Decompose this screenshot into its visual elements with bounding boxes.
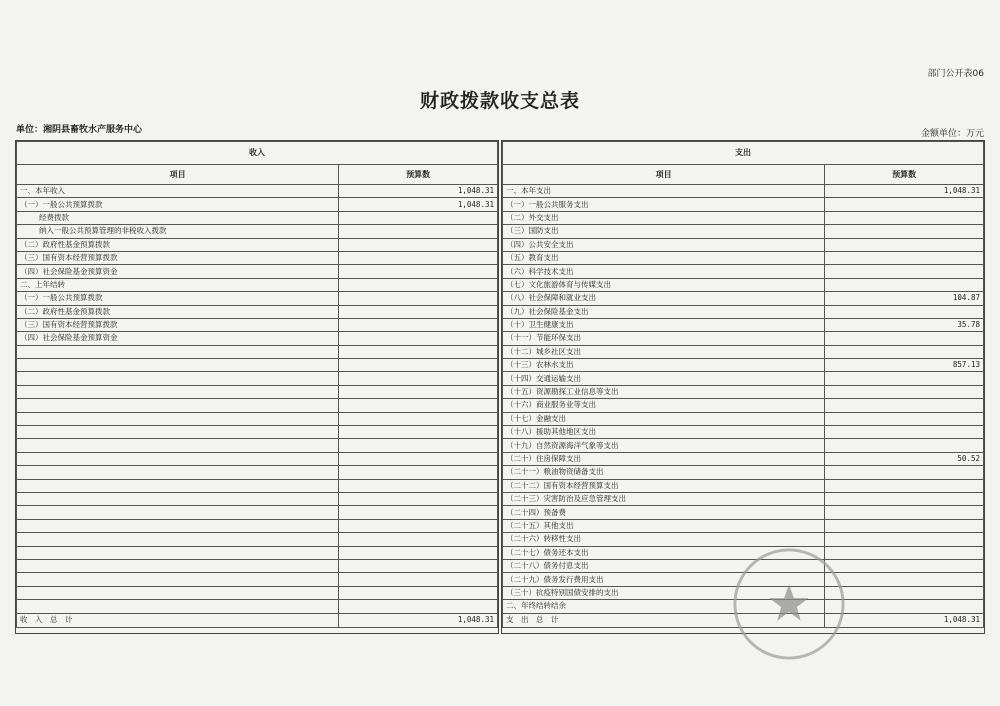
row-budget <box>825 600 984 613</box>
row-budget <box>825 546 984 559</box>
table-row <box>503 292 984 305</box>
table-row <box>17 506 498 519</box>
row-item <box>17 573 339 586</box>
table-row <box>503 519 984 532</box>
table-row <box>17 292 498 305</box>
table-row <box>17 492 498 505</box>
row-item <box>17 412 339 425</box>
row-budget <box>825 345 984 358</box>
row-budget <box>339 399 498 412</box>
table-row <box>17 452 498 465</box>
row-item: （二十三）灾害防治及应急管理支出 <box>503 492 825 505</box>
total-value: 1,048.31 <box>339 613 498 627</box>
row-item: （二十八）债务付息支出 <box>503 559 825 572</box>
row-budget <box>825 533 984 546</box>
table-row <box>503 251 984 264</box>
row-item: （四）社会保险基金预算资金 <box>17 265 339 278</box>
table-row <box>503 546 984 559</box>
row-budget <box>339 359 498 372</box>
row-budget <box>825 238 984 251</box>
row-budget <box>825 559 984 572</box>
table-row <box>503 345 984 358</box>
table-row <box>17 559 498 572</box>
row-item: （十五）资源勘探工业信息等支出 <box>503 385 825 398</box>
row-item <box>17 345 339 358</box>
income-col-item: 项目 <box>17 165 339 185</box>
form-number: 部门公开表06 <box>927 69 984 79</box>
row-budget <box>825 211 984 224</box>
row-item: （一）一般公共服务支出 <box>503 198 825 211</box>
row-budget <box>339 385 498 398</box>
table-row <box>17 238 498 251</box>
row-budget <box>825 426 984 439</box>
row-item: （三十）抗疫特别国债安排的支出 <box>503 586 825 599</box>
row-budget <box>339 559 498 572</box>
row-item: （二十六）转移性支出 <box>503 533 825 546</box>
table-row <box>503 305 984 318</box>
row-item: 二、年终结转结余 <box>503 600 825 613</box>
table-row <box>503 559 984 572</box>
row-budget <box>339 211 498 224</box>
table-row <box>17 185 498 198</box>
table-row <box>17 426 498 439</box>
row-item: 一、本年支出 <box>503 185 825 198</box>
row-budget <box>825 265 984 278</box>
table-row <box>17 466 498 479</box>
row-budget <box>339 251 498 264</box>
row-item <box>17 466 339 479</box>
row-budget: 857.13 <box>825 359 984 372</box>
row-budget <box>339 278 498 291</box>
row-item: （十六）商业服务业等支出 <box>503 399 825 412</box>
table-row <box>503 426 984 439</box>
table-row <box>17 399 498 412</box>
row-budget <box>825 479 984 492</box>
row-budget <box>339 506 498 519</box>
row-budget <box>339 332 498 345</box>
total-label: 支 出 总 计 <box>503 613 825 627</box>
table-row <box>503 211 984 224</box>
table-row <box>503 399 984 412</box>
row-budget <box>825 198 984 211</box>
table-row <box>503 318 984 331</box>
row-budget <box>339 519 498 532</box>
row-item: （三）国防支出 <box>503 225 825 238</box>
row-item: （二十二）国有资本经营预算支出 <box>503 479 825 492</box>
row-item <box>17 559 339 572</box>
row-budget: 1,048.31 <box>339 185 498 198</box>
row-budget <box>339 479 498 492</box>
total-row <box>17 613 498 627</box>
expense-table <box>501 140 985 634</box>
row-budget <box>339 492 498 505</box>
row-item: 纳入一般公共预算管理的非税收入拨款 <box>17 225 339 238</box>
table-row <box>17 519 498 532</box>
row-item <box>17 372 339 385</box>
row-budget <box>825 225 984 238</box>
row-item: （九）社会保险基金支出 <box>503 305 825 318</box>
row-item: 一、本年收入 <box>17 185 339 198</box>
total-value: 1,048.31 <box>825 613 984 627</box>
table-row <box>17 586 498 599</box>
row-item: （一）一般公共预算拨款 <box>17 292 339 305</box>
row-budget <box>825 251 984 264</box>
table-row <box>503 506 984 519</box>
expense-col-budget: 预算数 <box>825 165 984 185</box>
table-row <box>17 278 498 291</box>
row-budget <box>825 506 984 519</box>
table-row <box>503 185 984 198</box>
row-budget <box>339 292 498 305</box>
row-item <box>17 426 339 439</box>
row-item: （一）一般公共预算拨款 <box>17 198 339 211</box>
row-budget <box>339 426 498 439</box>
table-row <box>17 305 498 318</box>
row-item: （二十）住房保障支出 <box>503 452 825 465</box>
table-row <box>503 385 984 398</box>
table-row <box>503 479 984 492</box>
row-item: （十二）城乡社区支出 <box>503 345 825 358</box>
table-row <box>503 439 984 452</box>
page-title: 财政拨款收支总表 <box>419 90 580 112</box>
table-row <box>17 225 498 238</box>
row-item: （二十一）粮油物资储备支出 <box>503 466 825 479</box>
row-item: （十七）金融支出 <box>503 412 825 425</box>
table-row <box>17 479 498 492</box>
total-label: 收 入 总 计 <box>17 613 339 627</box>
row-budget: 1,048.31 <box>825 185 984 198</box>
table-row <box>503 372 984 385</box>
row-item: （十）卫生健康支出 <box>503 318 825 331</box>
row-item: （四）社会保险基金预算资金 <box>17 332 339 345</box>
row-budget <box>825 332 984 345</box>
row-budget <box>339 546 498 559</box>
expense-col-item: 项目 <box>503 165 825 185</box>
row-budget: 104.87 <box>825 292 984 305</box>
table-row <box>17 251 498 264</box>
row-budget <box>339 600 498 613</box>
row-budget <box>339 533 498 546</box>
row-budget <box>339 372 498 385</box>
row-item: （二十七）债务还本支出 <box>503 546 825 559</box>
table-row <box>503 492 984 505</box>
row-budget <box>825 372 984 385</box>
row-budget <box>339 305 498 318</box>
row-item: （四）公共安全支出 <box>503 238 825 251</box>
row-item: （五）教育支出 <box>503 251 825 264</box>
row-budget <box>825 305 984 318</box>
row-item: 经费拨款 <box>17 211 339 224</box>
row-item <box>17 546 339 559</box>
row-item: （七）文化旅游体育与传媒支出 <box>503 278 825 291</box>
row-item <box>17 385 339 398</box>
row-item <box>17 359 339 372</box>
row-budget <box>825 466 984 479</box>
income-table <box>15 140 499 634</box>
row-budget <box>339 318 498 331</box>
table-row <box>503 533 984 546</box>
table-row <box>17 546 498 559</box>
table-row <box>17 359 498 372</box>
row-budget <box>825 519 984 532</box>
row-item: （二十四）预备费 <box>503 506 825 519</box>
table-row <box>503 225 984 238</box>
row-item: （十八）援助其他地区支出 <box>503 426 825 439</box>
table-row <box>503 586 984 599</box>
total-row <box>503 613 984 627</box>
table-row <box>503 452 984 465</box>
row-item <box>17 586 339 599</box>
table-row <box>17 412 498 425</box>
table-row <box>17 439 498 452</box>
table-row <box>17 318 498 331</box>
row-budget: 35.78 <box>825 318 984 331</box>
amount-unit: 金额单位：万元 <box>920 129 984 139</box>
row-budget <box>825 278 984 291</box>
row-budget <box>339 466 498 479</box>
row-item <box>17 492 339 505</box>
row-budget: 50.52 <box>825 452 984 465</box>
table-row <box>17 345 498 358</box>
table-row <box>503 332 984 345</box>
table-row <box>17 600 498 613</box>
table-row <box>503 573 984 586</box>
row-item <box>17 533 339 546</box>
table-row <box>503 265 984 278</box>
table-row <box>17 198 498 211</box>
row-item <box>17 399 339 412</box>
row-budget <box>825 385 984 398</box>
row-item: （二）外交支出 <box>503 211 825 224</box>
table-row <box>17 573 498 586</box>
income-header: 收入 <box>17 142 498 165</box>
table-row <box>17 372 498 385</box>
row-item <box>17 519 339 532</box>
table-row <box>503 412 984 425</box>
row-budget <box>339 452 498 465</box>
row-item: （二十九）债务发行费用支出 <box>503 573 825 586</box>
row-item: （六）科学技术支出 <box>503 265 825 278</box>
row-budget <box>825 586 984 599</box>
row-budget <box>339 225 498 238</box>
row-budget <box>339 439 498 452</box>
table-row <box>503 359 984 372</box>
row-item <box>17 439 339 452</box>
row-budget <box>825 412 984 425</box>
expense-header: 支出 <box>503 142 984 165</box>
row-item: （十四）交通运输支出 <box>503 372 825 385</box>
row-item: （三）国有资本经营预算拨款 <box>17 318 339 331</box>
row-item <box>17 452 339 465</box>
row-budget <box>825 439 984 452</box>
table-row <box>503 600 984 613</box>
table-row <box>503 198 984 211</box>
row-budget <box>825 399 984 412</box>
row-item: （十一）节能环保支出 <box>503 332 825 345</box>
row-budget <box>825 573 984 586</box>
unit-label: 单位：湘阴县畜牧水产服务中心 <box>16 125 143 135</box>
row-budget <box>825 492 984 505</box>
row-item: （二十五）其他支出 <box>503 519 825 532</box>
row-budget <box>339 573 498 586</box>
row-item: 二、上年结转 <box>17 278 339 291</box>
row-item <box>17 506 339 519</box>
table-row <box>503 238 984 251</box>
table-row <box>17 211 498 224</box>
row-item: （三）国有资本经营预算拨款 <box>17 251 339 264</box>
tables-area <box>15 140 985 634</box>
row-budget <box>339 265 498 278</box>
table-row <box>17 265 498 278</box>
row-budget <box>339 412 498 425</box>
row-item: （十三）农林水支出 <box>503 359 825 372</box>
income-col-budget: 预算数 <box>339 165 498 185</box>
table-row <box>17 332 498 345</box>
table-row <box>503 466 984 479</box>
row-item <box>17 600 339 613</box>
row-item <box>17 479 339 492</box>
row-budget <box>339 586 498 599</box>
table-row <box>17 533 498 546</box>
row-item: （十九）自然资源海洋气象等支出 <box>503 439 825 452</box>
row-item: （八）社会保障和就业支出 <box>503 292 825 305</box>
table-row <box>503 278 984 291</box>
row-budget <box>339 345 498 358</box>
row-item: （二）政府性基金预算拨款 <box>17 238 339 251</box>
row-budget: 1,048.31 <box>339 198 498 211</box>
table-row <box>17 385 498 398</box>
row-budget <box>339 238 498 251</box>
row-item: （二）政府性基金预算拨款 <box>17 305 339 318</box>
